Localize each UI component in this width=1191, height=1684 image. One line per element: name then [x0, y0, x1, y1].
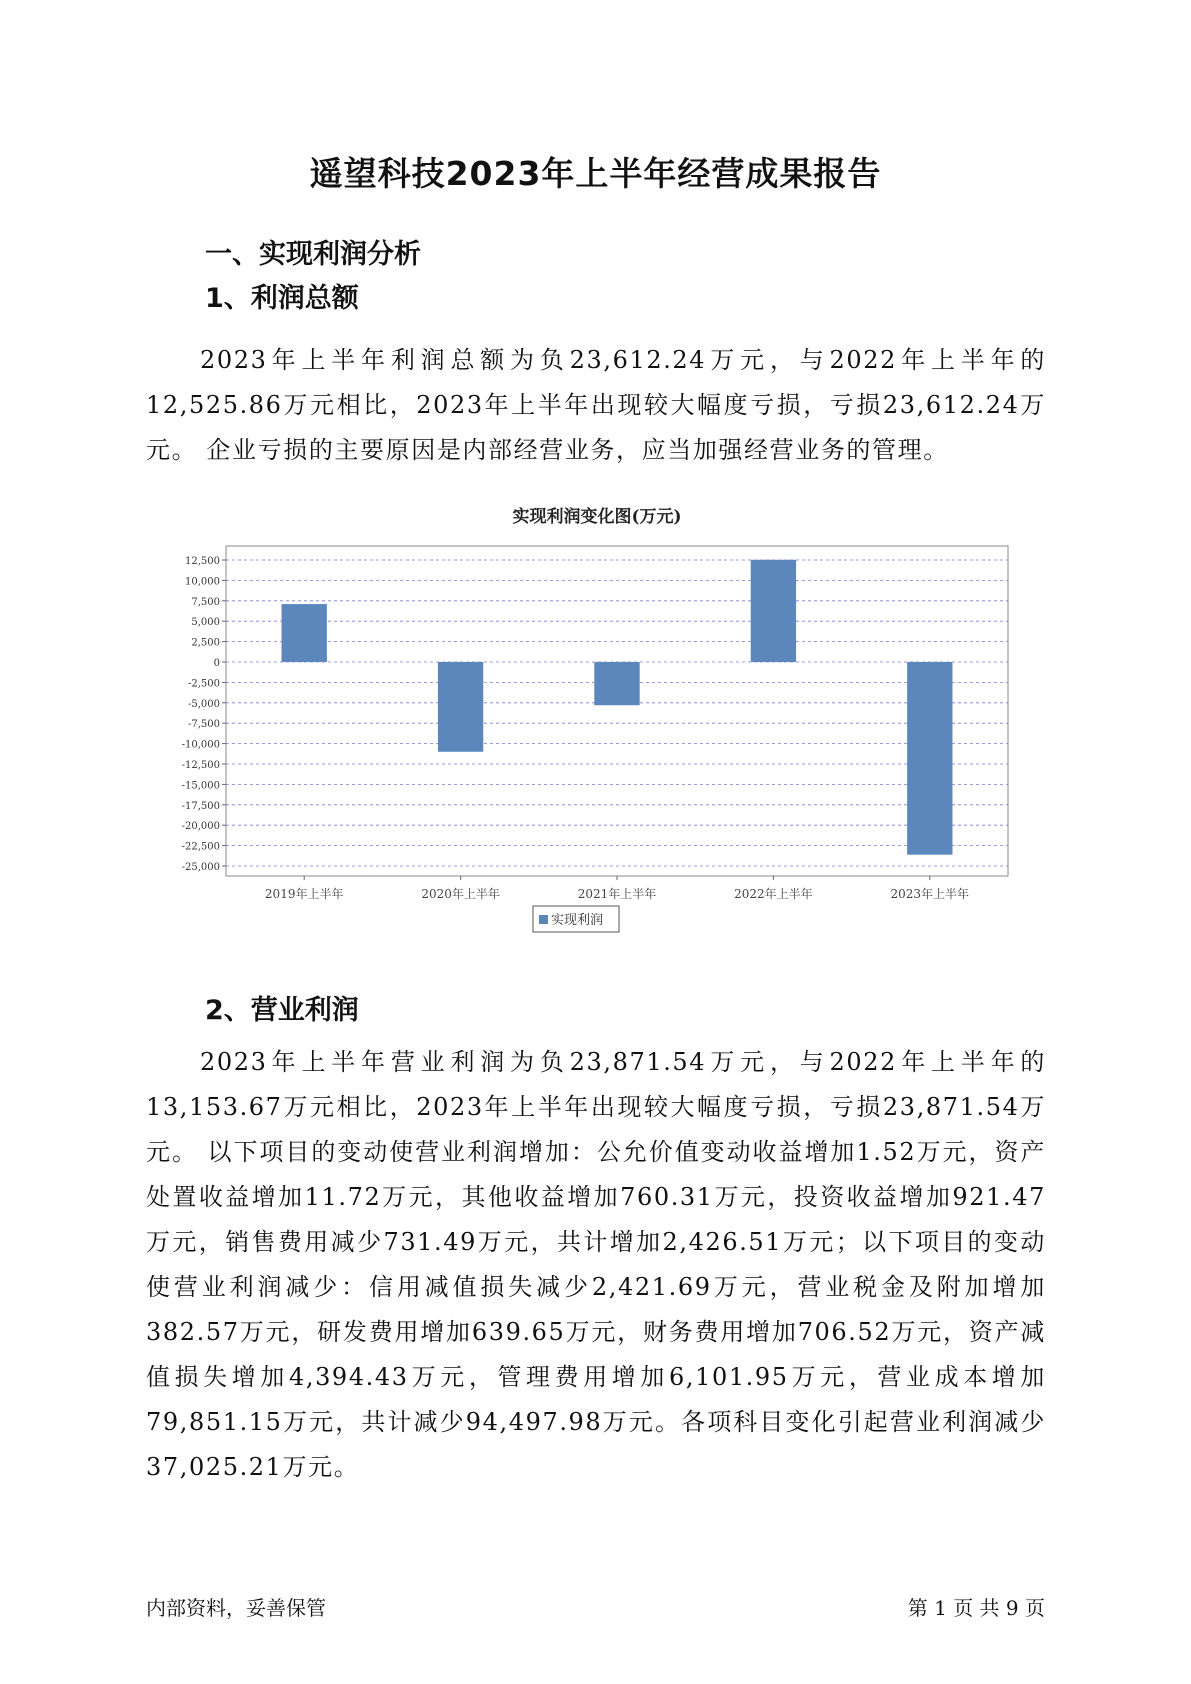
subsection-heading-operating-profit: 2、营业利润 [205, 995, 359, 1026]
y-tick-label: -7,500 [187, 719, 220, 731]
footer-page-number: 第 1 页 共 9 页 [907, 1596, 1045, 1620]
y-tick-label: -20,000 [181, 821, 220, 833]
plot-area [226, 546, 1008, 876]
y-tick-label: -25,000 [181, 862, 220, 873]
y-tick-label: 0 [213, 658, 220, 669]
bar [438, 662, 483, 752]
y-tick-label: -17,500 [181, 800, 220, 812]
profit-change-chart [150, 490, 1030, 950]
x-tick-label: 2021年上半年 [577, 887, 657, 901]
bar [751, 560, 796, 662]
legend-swatch [539, 915, 548, 924]
subsection-heading-total-profit: 1、利润总额 [205, 283, 359, 314]
footer-confidential-note: 内部资料，妥善保管 [146, 1596, 326, 1620]
y-tick-label: 10,000 [185, 576, 220, 588]
y-tick-label: -15,000 [181, 780, 220, 792]
y-tick-label: -12,500 [181, 760, 220, 771]
x-tick-label: 2019年上半年 [264, 887, 344, 901]
chart-title: 实现利润变化图(万元) [512, 507, 682, 527]
bar [594, 662, 639, 705]
bar [282, 604, 327, 662]
x-tick-label: 2020年上半年 [421, 887, 500, 901]
operating-profit-paragraph: 2023年上半年营业利润为负23,871.54万元，与2022年上半年的13,153.67万元相比，2023年上半年出现较大幅度亏损，亏损23,871.54万元。 以下项目的变动使营业利润增加：公允价值变动收益增加1.52万元，资产处置收益增加11.72万元，其他收益增加760.31万元，投资收益增加921.47万元，销售费用减少731.49万元，共计增加2,426.51万元；以下项目的变动使营业利润减少：信用减值损失减少2,421.69万元，营业税金及附加增加382.57万元，研发费用增加639.65万元，财务费用增加706.52万元，资产减值损失增加4,394.43万元，管理费用增加6,101.95万元，营业成本增加79,851.15万元，共计减少94,497.98万元。各项科目变化引起营业利润减少37,025.21万元。 [146, 1048, 1046, 1481]
y-tick-label: -10,000 [181, 739, 220, 751]
legend-label: 实现利润 [551, 913, 604, 928]
y-tick-label: -5,000 [187, 698, 220, 710]
x-tick-label: 2023年上半年 [890, 887, 970, 901]
y-tick-label: 7,500 [191, 596, 220, 608]
bar [907, 662, 952, 855]
y-tick-label: 5,000 [191, 617, 220, 629]
y-tick-label: -2,500 [187, 678, 220, 690]
document-title: 遥望科技2023年上半年经营成果报告 [309, 154, 882, 193]
x-tick-label: 2022年上半年 [734, 887, 813, 901]
y-tick-label: 12,500 [185, 556, 220, 567]
y-tick-label: 2,500 [191, 637, 220, 649]
section-heading-profit-analysis: 一、实现利润分析 [205, 239, 421, 270]
y-tick-label: -22,500 [181, 841, 220, 853]
total-profit-paragraph: 2023年上半年利润总额为负23,612.24万元，与2022年上半年的12,525.86万元相比，2023年上半年出现较大幅度亏损，亏损23,612.24万元。 企业亏损的主要原因是内部经营业务，应当加强经营业务的管理。 [146, 346, 1046, 464]
